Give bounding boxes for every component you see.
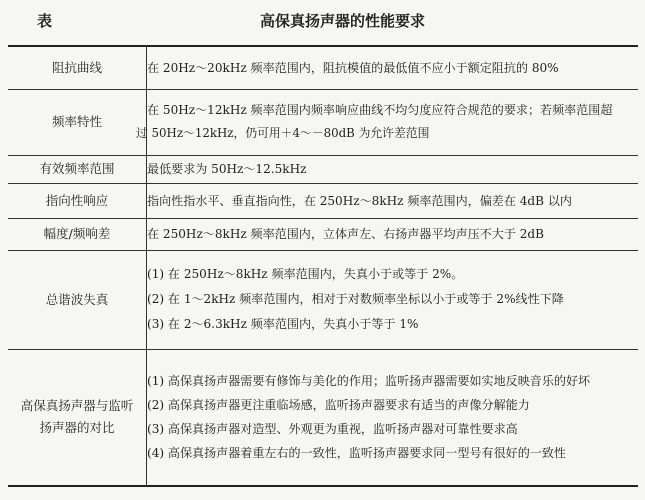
content-line: (1) 在 250Hz～8kHz 频率范围内，失真小于或等于 2%。 xyxy=(147,267,464,281)
content-line: (1) 高保真扬声器需要有修饰与美化的作用；监听扬声器需要如实地反映音乐的好坏 xyxy=(147,374,591,389)
table-label: 表 xyxy=(37,12,53,30)
content-line: (3) 在 2～6.3kHz 频率范围内，失真小于等于 1% xyxy=(147,317,419,331)
content-line: (2) 在 1～2kHz 频率范围内，相对于对数频率坐标以小于或等于 2%线性下降 xyxy=(147,292,564,306)
content-line: (4) 高保真扬声器着重左右的一致性，监听扬声器要求同一型号有很好的一致性 xyxy=(147,446,566,461)
content-line: 最低要求为 50Hz～12.5kHz xyxy=(147,162,307,176)
content-line: 过 50Hz～12kHz，仍可用＋4～－80dB 为允许差范围 xyxy=(136,126,430,140)
row-label-impedance-curve xyxy=(8,46,147,89)
table-row xyxy=(8,250,638,349)
row-label-text: 阻抗曲线 xyxy=(51,59,102,75)
row-label-effective-frequency-range xyxy=(8,155,147,183)
row-content-impedance-curve xyxy=(147,46,639,89)
row-content-amplitude-response-difference xyxy=(147,218,639,250)
content-line: (2) 高保真扬声器更注重临场感，监听扬声器要求有适当的声像分解能力 xyxy=(147,398,530,413)
table-title: 高保真扬声器的性能要求 xyxy=(259,12,425,30)
row-label-text: 指向性响应 xyxy=(45,192,109,208)
row-label-amplitude-response-difference xyxy=(8,218,147,250)
row-content-total-harmonic-distortion xyxy=(147,250,639,349)
row-label-text: 频率特性 xyxy=(51,114,102,129)
content-line: 在 20Hz～20kHz 频率范围内，阻抗模值的最低值不应小于额定阻抗的 80% xyxy=(147,60,559,75)
table-row xyxy=(8,155,638,183)
row-label-text: 总谐波失真 xyxy=(45,291,109,307)
row-label-text: 有效频率范围 xyxy=(39,161,115,176)
table-row xyxy=(8,218,638,250)
row-label-text: 扬声器的对比 xyxy=(39,420,115,436)
performance-requirements-table xyxy=(8,45,638,487)
row-label-directivity-response xyxy=(8,183,147,218)
content-line: (3) 高保真扬声器对造型、外观更为重视，监听扬声器对可靠性要求高 xyxy=(147,422,518,437)
row-label-frequency-characteristic xyxy=(8,89,147,155)
row-label-text: 幅度/频响差 xyxy=(43,226,111,241)
content-line: 在 250Hz～8kHz 频率范围内，立体声左、右扬声器平均声压不大于 2dB xyxy=(147,227,545,241)
table-row xyxy=(8,89,638,155)
table-caption xyxy=(0,0,645,42)
row-label-total-harmonic-distortion xyxy=(8,250,147,349)
table-row xyxy=(8,46,638,89)
row-label-text: 高保真扬声器与监听 xyxy=(20,398,134,414)
content-line: 指向性指水平、垂直指向性，在 250Hz～8kHz 频率范围内，偏差在 4dB 以内 xyxy=(147,193,572,208)
row-content-hifi-vs-monitor xyxy=(147,349,639,486)
row-content-frequency-characteristic xyxy=(136,89,639,155)
table-row xyxy=(8,349,638,486)
content-line: 在 50Hz～12kHz 频率范围内频率响应曲线不均匀度应符合规范的要求；若频率范围超 xyxy=(147,103,613,117)
row-label-hifi-vs-monitor xyxy=(8,349,147,486)
row-content-directivity-response xyxy=(147,183,639,218)
row-content-effective-frequency-range xyxy=(147,155,639,183)
table-row xyxy=(8,183,638,218)
